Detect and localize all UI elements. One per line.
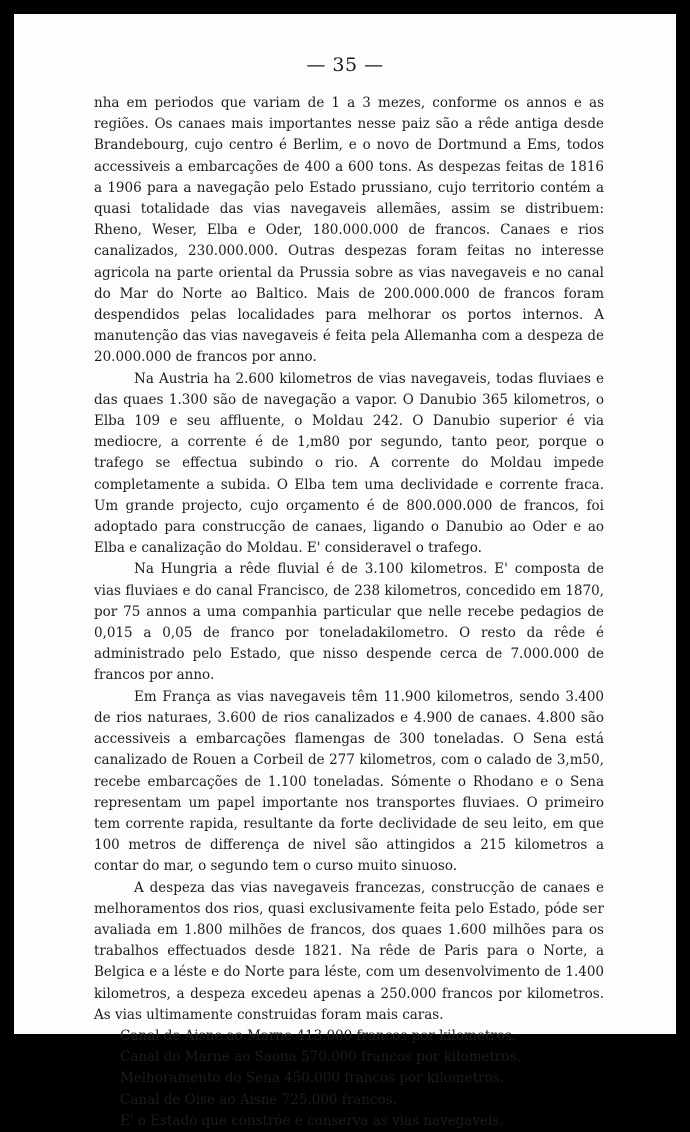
canal-cost-list bbox=[94, 1026, 604, 1132]
page-sheet bbox=[14, 14, 676, 1129]
paragraph-france: Em França as vias navegaveis têm 11.900 kilometros, sendo 3.400 de rios naturaes, 3.600 de rios canalizados e 4.900 de canaes. 4.800 são accessiveis a embarcações flamengas de 300 toneladas. O Sena está canalizado de Rouen a Corbeil de 277 kilometros, com o calado de 3,m50, recebe embarcações de 1.100 toneladas. Sómente o Rhodano e o Sena representam um papel importante nos transportes fluviaes. O primeiro tem corrente rapida, resultante da forte declividade de seu leito, em que 100 metros de differença de nivel são attingidos a 215 kilometros a contar do mar, o segundo tem o curso muito sinuoso. bbox=[94, 688, 604, 875]
paragraph-austria: Na Austria ha 2.600 kilometros de vias navegaveis, todas fluviaes e das quaes 1.300 são de navegação a vapor. O Danubio 365 kilometros, o Elba 109 e seu affluente, o Moldau 242. O Danubio superior é via mediocre, a corrente é de 1,m80 por segundo, tanto peor, porque o trafego se effectua subindo o rio. A corrente do Moldau impede completamente a subida. O Elba tem uma declividade e corrente fraca. Um grande projecto, cujo orçamento é de 800.000.000 de francos, foi adoptado para construcção de canaes, ligando o Danubio ao Oder e ao Elba e canalização do Moldau. E' consideravel o trafego. bbox=[94, 370, 604, 557]
body-text bbox=[94, 93, 604, 1132]
list-item: Canal de Oise ao Aisne 725.000 francos. bbox=[120, 1091, 397, 1108]
paragraph-germany-canals: nha em periodos que variam de 1 a 3 mezes, conforme os annos e as regiões. Os canaes mais importantes nesse paiz são a rêde antiga desde Brandebourg, cujo centro é Berlim, e o novo de Dortmund a Ems, todos accessiveis a embarcações de 400 a 600 tons. As despezas feitas de 1816 a 1906 para a navegação pelo Estado prussiano, cujo territorio contém a quasi totalidade das vias navegaveis allemães, assim se distribuem: Rheno, Weser, Elba e Oder, 180.000.000 de francos. Canaes e rios canalizados, 230.000.000. Outras despezas foram feitas no interesse agricola na parte oriental da Prussia sobre as vias navegaveis e no canal do Mar do Norte ao Baltico. Mais de 200.000.000 de francos foram despendidos pelas localidades para melhorar os portos internos. A manutenção das vias navegaveis é feita pela Allemanha com a despeza de 20.000.000 de francos por anno. bbox=[94, 95, 604, 366]
list-item: Canal de Aisne ao Marne 413.000 francos por kilometros. bbox=[120, 1027, 517, 1044]
page-number: — 35 — bbox=[306, 54, 384, 76]
list-item: Melhoramento do Sena 450.000 francos por kilometros. bbox=[120, 1070, 504, 1087]
paragraph-hungary: Na Hungria a rêde fluvial é de 3.100 kilometros. E' composta de vias fluviaes e do canal Francisco, de 238 kilometros, concedido em 1870, por 75 annos a uma companhia particular que nelle recebe pedagios de 0,015 a 0,05 de franco por toneladakilometro. O resto da rêde é administrado pelo Estado, que nisso despende cerca de 7.000.000 de francos por anno. bbox=[94, 561, 604, 684]
list-item: Canal do Marne ao Saona 570.000 francos por kilometros. bbox=[120, 1049, 521, 1066]
paragraph-france-expenses: A despeza das vias navegaveis francezas, construcção de canaes e melhoramentos dos rios, quasi exclusivamente feita pelo Estado, póde ser avaliada em 1.800 milhões de francos, dos quaes 1.600 milhões para os trabalhos effectuados desde 1821. Na rêde de Paris para o Norte, a Belgica e a léste e do Norte para léste, com um desenvolvimento de 1.400 kilometros, a despeza excedeu apenas a 250.000 francos por kilometros. As vias ultimamente construidas foram mais caras. bbox=[94, 879, 604, 1023]
list-item: E' o Estado que constróe e conserva as vias navegaveis. bbox=[120, 1112, 504, 1129]
